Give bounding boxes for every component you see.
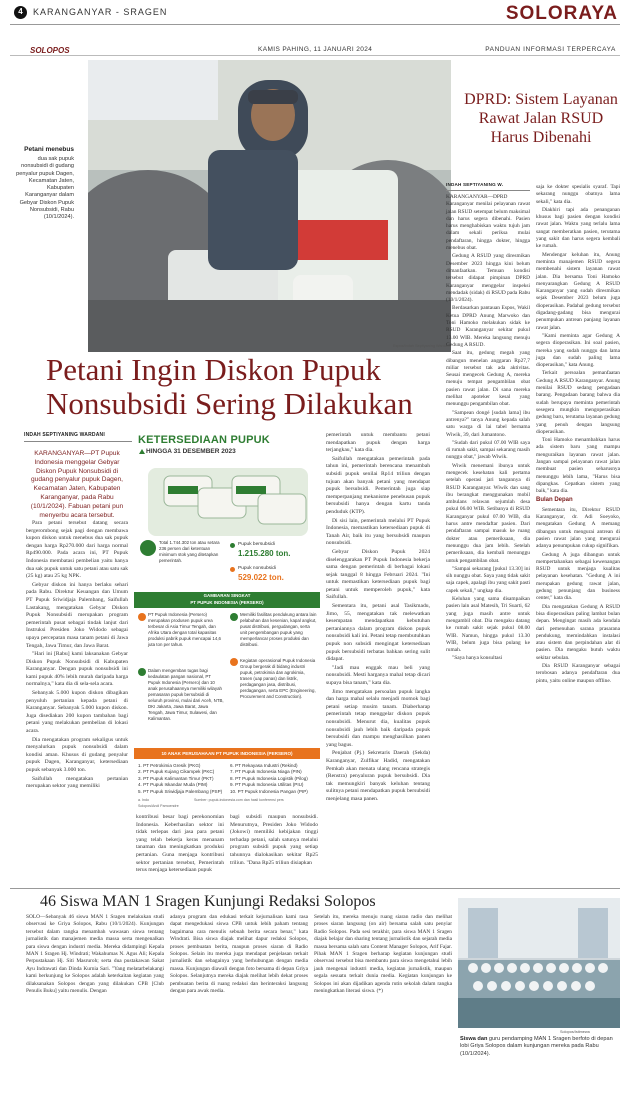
paragraph: Saifullah mengatakan pemerintah pada tahun ini, pemerintah berencana menambah subsidi pupuk senilai Rp14 triliun dengan tujuan akan banyak petani yang mendapat pupuk bersubsidi. Pemerintah juga siap memperpanjang mekanisme penebusan pupuk bersubsidi hanya dengan kartu tanda penduduk (KTP). [326,455,430,515]
side-article-byline: INDAH SEPTIYANING W. [446,182,504,187]
subsidiary-item: 8. PT Pupuk Indonesia Logistik (Pilog) [230,775,308,781]
paragraph: Setelah itu, mereka menuju ruang siaran radio dan melihat proses siaran langsung (on air) bersama salah satu penyiar Radio Solopos. Pada sesi terakhir, para siswa MAN 1 Sragen diajak belajar dan sharing tentang jurnalistik dan sejarah media massa bersama salah satu Content Manager Solopos, Arif Fajar. Pihak MAN 1 Sragen berharap kegiatan kunjungan studi observasi tersebut bisa membantu para siswa mengetahui lebih jauh mengenai industri media, kegiatan jurnalistik, maupun segala sesuatu terkait dunia media. Kegiatan kunjungan ke Solopos ini akan dijadikan agenda rutin sekolah dalam rangka meningkatkan literasi siswa. (*) [314,914,452,995]
profile-text-4: Kegiatan operasional Pupuk Indonesia Group bergerak di bidang industri pupuk, petrokimia dan agrokimia, trasen (uap panas) dan listrik, perdagangan jasa, distribusi, perdagangan, serta EPC (Engineering, Procurement and Construction). [240,658,316,699]
students-caption-title: Siswa dan [460,1036,488,1042]
bottom-divider [10,888,620,889]
bottom-article-col-1 [26,914,164,996]
photo-caption-body: dua sak pupuk nonsubsidi di gudang penyalur pupuk Dagen, Kecamatan Jaten, Kabupaten Karanganyar dalam Gebyar Diskon Pupuk Nonsubsidi, Rabu (10/1/2024). [16,156,74,221]
paragraph: Sementara itu, petani asal Tasikmadu, Jimo, 55, mengatakan tak melewatkan kesempatan mendapatkan kebutuhan pertaniannya dalam program diskon pupuk nonsubsidi kali ini. Petani tetap membutuhkan pupuk non subsidi mengingat ketersediaan pupuk bersubsidi terbatas bahkan sering sulit didapat. [326,603,430,663]
subsidi-label: Pupuk bersubsidi [238,542,275,547]
subsidiary-item: 5. PT Pupuk Sriwidjaja Palembang (PSP) [138,788,223,794]
infographic-source: Sumber: pupuk-indonesia.com dan hasil konferensi pers [194,798,284,802]
subsidiaries-list-left [138,763,228,795]
article-column-3 [326,432,430,805]
bottom-article-title: 46 Siswa MAN 1 Sragen Kunjungi Redaksi Solopos [40,893,376,910]
subsidiary-item: 1. PT Petrokimia Gresik (PKG) [138,763,201,768]
paragraph: Gebyar Diskon Pupuk 2024 diselenggarakan PT Pupuk Indonesia bekerja sama dengan pemerintah di berbagai lokasi sejak tanggal 8 hingga Februari 2024. "Ini untuk memastikan ketersediaan pupuk bagi petani untuk memperoleh pupuk," kata Saifullah. [326,548,430,601]
subsidiary-item: 7. PT Pupuk Indonesia Niaga (PIN) [230,769,302,775]
article-under-info-col-1 [136,814,224,876]
paragraph: Keluhan yang sama disampaikan pasien lain asal Matesih, Tri Suarti, 62 yang juga masih antre untuk mengambil obat. Dia mengaku datang ke rumah sakit sejak pukul 08.00 WIB. Namun, hingga pukul 13.30 WIB, belum juga bisa pulang ke rumah. [446,596,530,654]
bottom-article-col-3 [314,914,452,996]
paragraph: Di sisi lain, pemerintah melalui PT Pupuk Indonesia, memastikan ketersediaan pupuk di Tanah Air, baik itu yang bersubsidi maupun nonsubsidi. [326,517,430,547]
paragraph: "Jadi mau enggak mau beli yang nonsubsidi. Mesti harganya mahal tetap dicari supaya bisa tanam," kata dia. [326,664,430,686]
subsidiary-item: 6. PT Rekayasa Industri (Rekind) [230,763,298,768]
subsidiaries-list-right [230,763,320,795]
bottom-article-col-2 [170,914,308,996]
paragraph: Sementara itu, Direktur RSUD Karanganyar, dr. Adi Soeyoko, mengatakan Gedung A memang dibangun untuk mengurai antrean di pasien rawat jalan yang mengurai adanya penumpukan cukup signifikan. [536,506,620,550]
paragraph: Gedung A RSUD yang diresmikan Desember 2023 hingga kini belum dimanfaatkan. Temuan kondisi tersebut didapat pimpinan DPRD Karanganyar menggelar inspeksi mendadak (sidak) di RSUD pada Rabu (10/1/2024). [446,253,530,304]
paragraph: Sebanyak 5.000 kupon diskon dibagikan penyuluh pertanian kepada petani di Karanganyar. Sebanyak 5.000 kupon diskon. Juga disediakan 200 kupon tambahan bagi petani yang melakukan pembelian di lokasi acara. [26,690,128,735]
header-date: KAMIS PAHING, 11 JANUARI 2024 [258,46,373,53]
profile-banner [134,592,320,608]
farmers-pupuk-illustration [88,60,451,352]
paragraph: KARANGANYAR—DPRD Karanganyar menilai pelayanan rawat jalan RSUD setempat belum maksimal dan harus segera dibenahi. Pasien harus menghabiskan waktu tujuh jam dalam sekali periksa mulai pendaftaran, hingga dokter, hingga menebus obat. [446,194,530,252]
subsidiary-item: 10. PT Pupuk Indonesia Pangan (PIP) [230,788,308,794]
paragraph: kontribusi besar bagi perekonomian Indonesia. Keberhasilan sektor ini tidak terlepas dari jasa para petani yang telah bekerja keras menanam tanaman dan meningkatkan produksi pertanian. Guna menjaga kontribusi sektor pertanian tersebut, Pemerintah terus menjaga ketersediaan pupuk [136,814,224,874]
paragraph: Dia RSUD Karanganyar sebagai terobosan adanya pendaftaran dua pintu, yaitu online maupun offline. [536,663,620,684]
subsidiary-item: 4. PT Pupuk Iskandar Muda (PIM) [138,782,208,788]
nonsubsidi-dot [230,567,235,572]
paragraph: Wiwik menemani ibunya untuk mengecek kesehatan kali pertama setelah operasi jari tangannya di RSUD Karanganyar. Wiwik dan sang ibu berangkat menggunakan mobil ambulans relawan sejumlah desa pukul 06.00 WIB. Setibanya di RSUD Karanganyar pukul 07.00 WIB, dia harus antre mendaftar pasien. Dari pendaftaran sampai masuk ke ruang dokter atau pemeriksaan, dia menunggu dua jam lebih. Setelah pemeriksaan, dia kembali menunggu untuk pengambilan obat. [446,462,530,564]
section-label: KARANGANYAR - SRAGEN [33,7,168,17]
paragraph: Gebyar diskon ini hanya berlaku sehari pada Rabu. Direktur Keuangan dan Umum PT Pupuk Sriwidjaja Palembang, Saifullah Lastakang, mengatakan Gebyar Diskon Pupuk Nonsubsidi merupakan program pemerintah pusat sebagai tindak lanjut dari Instruksi Presiden Joko Widodo sebagai upaya percepatan masa tanam petani di Jawa Tengah, Jawa Timur, dan Jawa Barat. [26,581,128,649]
profile-icon-3 [138,668,146,676]
paragraph: Para petani tersebut datang secara bergerombong sejak pagi dengan membawa kupon diskon untuk menebus dua sak pupuk dengan harga Rp270.000 dari harga normal Rp490.000. Pada acara ini, PT Pupuk Indonesia membatasi pembelian yaitu hanya dua sak pupuk untuk satu petani atau satu sak (25 kg) atau 25 kg NPK. [26,520,128,580]
subsidiary-item: 2. PT Pupuk Kujang Cikampek (PKC) [138,769,215,775]
headline-line-2: Nonsubsidi Sering Dilakukan [46,386,413,421]
side-byline-rule [446,190,530,191]
paragraph: Toni Hamoko menambahkan harus ada sistem baru yang mampu menguraikan layanan rawat jalan. Jangan sampai pelayanan rawat jalan membuat pasien seharusnya menunggu lebih lama, "Harus bisa dipangkas. Cepatkan sistem yang baik," kata dia. [536,437,620,495]
side-article-col-2 [536,184,620,686]
byline-rule [24,441,132,442]
article-column-1 [26,520,128,792]
infographic-designer: Solopos/Andi Pamoendre [138,804,179,808]
paragraph: "Sampai sekarang [pukul 13.30] ini sih nunggu obat. Saya yang tidak sakit saja capek, apalagi ibu yang sakit pasti capek sekali," ungkap dia. [446,565,530,594]
subsidiaries-banner: 10 ANAK PERUSAHAAN PT PUPUK INDONESIA (PERSERO) [134,748,320,759]
profile-icon-4 [230,658,238,666]
paragraph: bagi subsidi maupun nonsubsidi. Menurutnya, Presiden Joko Widodo (Jokowi) memiliki kebijakan tinggi terhadap petani, salah satunya melalui program subsidi pupuk yang setiap tahunnya dialokasikan sekitar Rp25 triliun. "Dana Rp25 triliun disiapkan [230,814,318,866]
photo-caption-title: Petani menebus [24,146,74,153]
paragraph: Jimo mengatakan persoalan pupuk langka dan harga mahal selalu menjadi momok bagi petani setiap musim tanam. Diaberharap pemerintah tetap menggelar diskon pupuk nonsubsidi. Menurut dia, kualitas pupuk nonsubsidi jauh lebih baik daripada pupuk bersubsidi dan mampu menghasilkan panen yang bagus. [326,688,430,748]
paragraph: adanya program dan edukasi terkait kejurnalisan kami rasa dapat mengedukasi siswa CPB untuk lebih paham tentang bagaimana cara menulis sebuah berita secara benar," kata Windrati. Bisa siswa diajak melihat dapur redaksi Solopos, proses pembuatan berita, maupun proses siaran di Radio Solopos. Selain itu mereka juga mendapat penjelasan terkait jurnalistik dan sebagainya yang berhubungan dengan media massa. Kunjungan diawali dengan foto bersama di depan Griya Solopos. Selanjutnya mereka diajak melihat lebih dekat proses pembuatan berita di ruang redaksi dan berinteraksi langsung dengan para awak media. [170,914,308,995]
subsidi-dot [230,543,235,548]
profile-text-3: Dalam mengemban tugas bagi kedaulatan pangan nasional, PT Pupuk Indonesia (Persero) dan 10 anak perusahaannya memiliki wilayah pemasaran pupuk bersubsidi di seluruh provinsi, mulai dari Aceh, NTB, DKI Jakarta, Jawa Barat, Jawa Tengah, Jawa Timur, Sulawesi, dan Kalimantan. [148,668,224,721]
infographic [134,432,320,836]
solopos-logo: SOLOPOS [30,46,70,55]
paragraph: Saat itu, gedung megah yang dibangun menelan anggaran Rp27,7 miliar tersebut tak ada aktivitas. Seusai mengecek Gedung A, mereka menuju tempat pengambilan obat pasien rawat jalan. Di sana mereka melihat apoteker kesal yang menunggu pengambilan obat. [446,350,530,408]
subsidiary-item: 3. PT Pupuk Kalimantan Timur (PKT) [138,775,214,781]
profile-icon-2 [230,613,238,621]
nonsubsidi-value: 529.022 ton. [238,573,284,582]
infographic-editor: a. Indo [138,798,149,802]
infographic-triangle-icon [139,449,145,454]
profile-icon-1 [138,613,146,621]
header-rule [10,24,620,25]
paragraph: saja ke dokter spesialis syaraf. Tapi sekarang nunggu obatnya lama sekali," kata dia. [536,184,620,205]
paragraph: Mendengar keluhan itu, Anung meminta manajemen RSUD segera membenahi sistem layanan rawat jalan. Dia bersama Toni Hamoko menyarangkan Gedung A RSUD Karanganyar yang sudah diresmikan sejak Desember 2023 belum juga dioperasikan. Padahal gedung tersebut digadang-gadang bisa mengurai penumpukan antrean panjang layanan rawat jalan. [536,251,620,331]
header-tagline: PANDUAN INFORMASI TERPERCAYA [485,46,616,53]
article-under-info-col-2 [230,814,318,868]
side-article-col-1 [446,194,530,664]
paragraph: "Kami meminta agar Gedung A segera dioperasikan. Ini soal pasien, mereka yang sudah nunggu dan lama juga dan sudah paling lama dioperasikan," kata Anung. [536,332,620,369]
students-photo [458,898,620,1028]
paragraph: "Sampean dongé [sudah lama] ibu antrenya?" tanya Anung kepada salah satu warga di lai tabel bernama Wiwik, 39, dari Jumantono. [446,409,530,438]
headline-byline: INDAH SEPTIYANING WARDANI [24,432,105,438]
total-circle [140,540,156,556]
students-caption [460,1036,620,1058]
fertilizer-bags-illustration [138,460,316,538]
paragraph: Berdasarkan pantauan Espos, Wakil Ketua DPRD Anung Marwoko dan Toni Hamoko melakukan sidak ke RSUD Karanganyar sekitar pukul 13.00 WIB. Mereka langsung menuju Gedung A RSUD. [446,305,530,348]
paragraph: Dia mengatakan program sekaligus untuk menyalurkan pupuk nonsubsidi dalam kondisi aman. Khusus di gudang penyalur pupuk Dagen, Karanganyar, ketersediaan pupuk sebanyak 3.000 ton. [26,736,128,773]
lead-paragraph: KARANGANYAR—PT Pupuk Indonesia menggelar Gebyar Diskon Pupuk Nonsubsidi di gudang penyalur pupuk Dagen, Kecamatan Jaten, Kabupaten Karanganyar, pada Rabu (10/1/2024). Fabuan petani pun menyerbu acara tersebut. [30,450,124,519]
profile-title-2: PT PUPUK INDONESIA (PERSERO) [190,600,264,605]
nonsubsidi-label: Pupuk nonsubsidi [238,566,276,571]
paragraph: "Sudah dari pukul 07.00 WIB saya di rumah sakit, sampai sekarang masih nunggu obat," jawab Wiwik. [446,439,530,461]
side-article-title: DPRD: Sistem Layanan Rawat Jalan RSUD Harus Dibenahi [464,91,618,146]
profile-text-1: PT Pupuk Indonesia (Persero) merupakan produsen pupuk urea terbesar di Asia Timur Tengah, dan Afrika Utara dengan total kapasitas produksi pabrik pupuk mencapai 14,6 juta ton per tahun. [148,612,221,647]
brand-title: SOLORAYA [505,3,618,24]
students-group-illustration [458,898,620,1028]
infographic-subtitle: HINGGA 31 DESEMBER 2023 [146,448,236,455]
paragraph: Gedung A juga dibangun untuk mempertahankan sebagai kewenangan RSUD untuk menjaga kualitas pelayanan kesehatan. "Gedung A ini merupakan gedung rawat jalan, gedung penunjang dan business center," kata dia. [536,551,620,602]
paragraph: SOLO—Sebanyak 46 siswa MAN 1 Sragen melakukan studi observasi ke Griya Solopos, Rabu (10/1/2024). Kunjungan tersebut dalam rangka menambah wawasan siswa tentang jurnalistik dan manajemen media massa serta mengenalkan para siswa dengan industri media. Mereka didampingi Kepala MAN 1 Sragen Hj. Windrati; Wakahumas N. Agus Ali; Kepala Perpustakaan Hj. Siti Masruroh; serta dua pustakawan Sakat Ayu Indrawati dan Dinda Kurnia Sari. "Yang melatarbelakangi kami berkunjung ke Solopos adalah keterkaitan kegiatan yang dilaksanakan Solopos dengan yang dilakukan CPB [Club Penulis Buku] yaitu menulis. Dengan [26,914,164,995]
main-photo [88,60,451,352]
students-photo-credit: Solopos/Istimewa [560,1030,590,1034]
subsidiary-item: 9. PT Pupuk Indonesia Utilitas (PIU) [230,782,304,788]
paragraph: "Saya hanya konsultasi [452,655,503,662]
profile-title-1: GAMBARAN SINGKAT [203,593,251,598]
page-number: 4 [18,7,23,16]
header-rule-2 [10,55,620,56]
paragraph: Penjabat (Pj.) Sekretaris Daerah (Sekda) Karanganyar, Zulfikar Hadid, mengatakan Pemkab akan menata ulang rencana strategis (Renstra) penyaluran pupuk bersubsidi. Dia tak memungkiri banyak keluhan tentang sulitnya petani mendapatkan pupuk bersubsidi menjelang masa panen. [326,750,430,802]
infographic-total: Total 1.744.302 ton atau setara 236 persen dari ketentuan minimum stok yang ditetapkan pemerintah. [159,540,220,563]
paragraph: Diakhiri tapi ada penanganan khusus bagi pasien dengan kondisi rawat jalan. Waktu yang terlalu lama sangat memberatkan pasien, terutama yang sakit dan harus segera kembali ke rumah. [536,206,620,250]
students-caption-body: guru pendamping MAN 1 Sragen berfoto di depan lobi Griya Solopos dalam kunjungan mereka pada Rabu (10/1/2024). [460,1036,613,1057]
photo-credit: Espos/Indah Septiyaning Wardani [392,344,450,348]
headline-line-1: Petani Ingin Diskon Pupuk [46,352,381,387]
infographic-title: KETERSEDIAAN PUPUK [138,434,270,446]
side-subhead: Bulan Depan [536,497,573,504]
paragraph: "Hari ini [Rabu] kami laksanakan Gebyar Diskon Pupuk Nonsubsidi di Kabupaten Karanganyar. Dengan pupuk nonsubsidi ini kami pupuk 40% lebih murah daripada harga normalnya," kata dia di sela-sela acara. [26,651,128,688]
subsidi-value: 1.215.280 ton. [238,549,291,558]
paragraph: Saifullah mengatakan pertanian merupakan sektor yang memiliki [26,775,128,790]
profile-text-2: Memiliki fasilitas pendukung antara lain pelabuhan dan kesenian, kapal angkut, pusat distribusi, pergudangan, serta unit pengembangan pupuk yang memperlancar proses produksi dan distribusi. [240,612,317,647]
paragraph: Terkait persoalan pemanfaatan Gedung A RSUD Karanganyar. Anung menilai RSUD sedang pengadaan barang. Pengadaan barang bahwa dia sudah berupaya meminta pemerintah sesegera mungkin mengoperasikan gedung baru, terutama layanan gedung yang penuh dengan langsung dioperasikan. [536,370,620,435]
paragraph: pemerintah untuk membantu petani mendapatkan pupuk dengan harga terjangkau," kata dia. [326,432,430,454]
paragraph: Dia mengatakan Gedung A RSUD bisa dioperasikan paling lambat bulan depan. Mengingat masih ada kendala dari pemenuhan sarana prasarana pendukung, memindahkan instalasi atau sistem dan perpindahan alat di pasien. Dia mengaku butuh waktu sekitar sebulan. [536,603,620,661]
